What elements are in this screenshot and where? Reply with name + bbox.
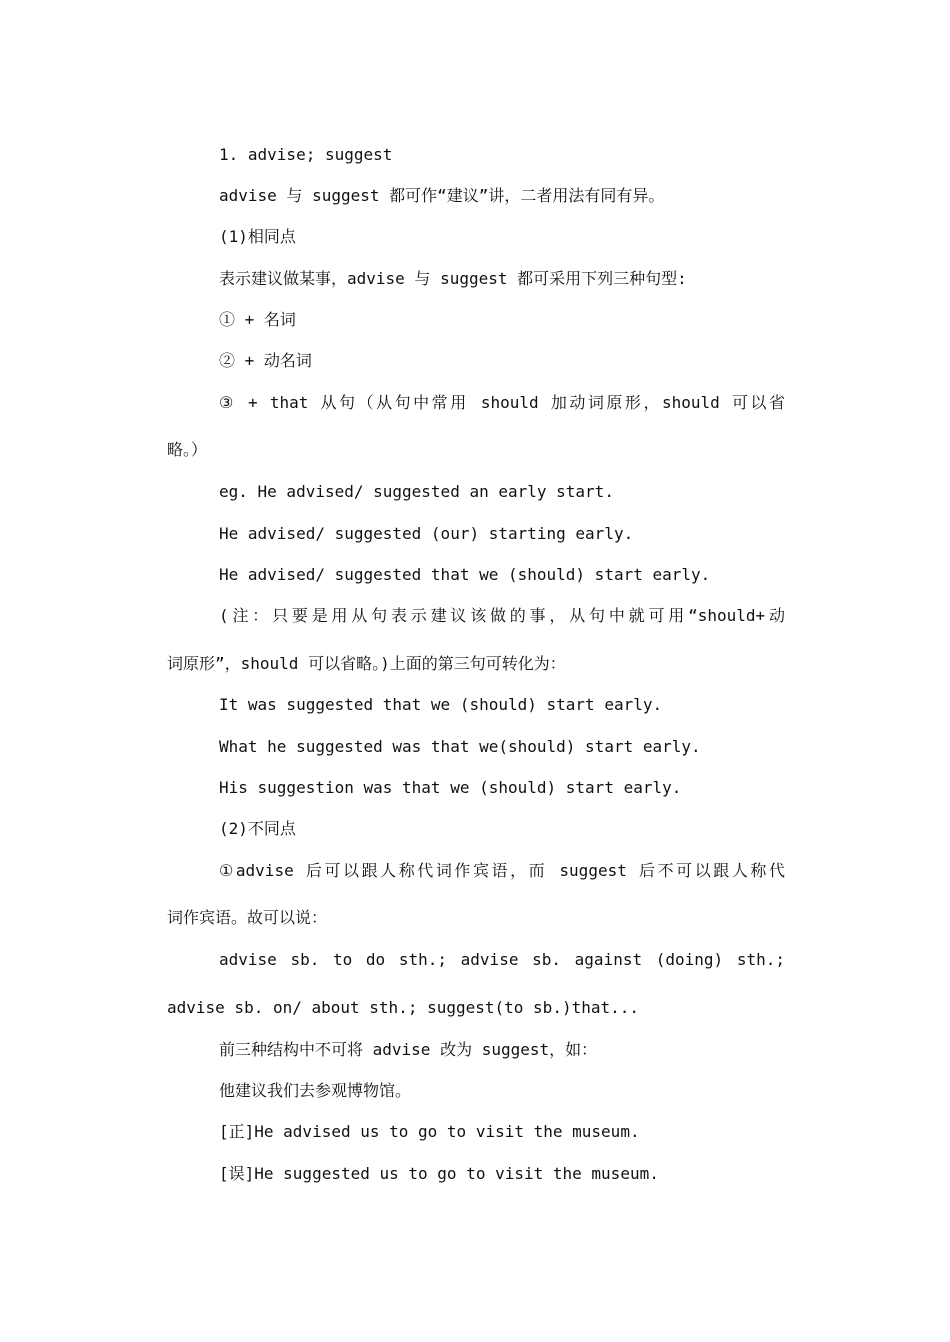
example-sentence: His suggestion was that we (should) start early. (219, 778, 682, 797)
example-sentence: He advised/ suggested that we (should) start early. (219, 565, 711, 584)
chinese-example: 他建议我们去参观博物馆。 (219, 1081, 412, 1100)
pattern-item-1: ① + 名词 (219, 310, 296, 329)
section-heading: 1. advise; suggest (219, 145, 393, 164)
paragraph-continuation: 词作宾语。故可以说： (167, 908, 328, 927)
subheading-differences: (2)不同点 (219, 819, 296, 838)
subheading-similarities: (1)相同点 (219, 227, 296, 246)
example-sentence: It was suggested that we (should) start early. (219, 695, 663, 714)
incorrect-example: [误]He suggested us to go to visit the museum. (219, 1164, 659, 1183)
paragraph-line: 表示建议做某事，advise 与 suggest 都可采用下列三种句型: (219, 269, 687, 288)
usage-patterns: advise sb. to do sth.; advise sb. against (doing) sth.; (219, 950, 785, 969)
example-sentence: He advised/ suggested (our) starting early. (219, 524, 634, 543)
difference-paragraph: ①advise 后可以跟人称代词作宾语，而 suggest 后不可以跟人称代 (219, 861, 785, 880)
correct-example: [正]He advised us to go to visit the museum. (219, 1122, 640, 1141)
paragraph-continuation: 略。） (167, 440, 208, 459)
note-paragraph: (注：只要是用从句表示建议该做的事，从句中就可用“should+动 (219, 606, 785, 625)
example-sentence: What he suggested was that we(should) start early. (219, 737, 701, 756)
paragraph-line: 前三种结构中不可将 advise 改为 suggest，如： (219, 1040, 598, 1059)
pattern-item-2: ② + 动名词 (219, 351, 312, 370)
paragraph-continuation: 词原形”，should 可以省略。)上面的第三句可转化为： (167, 654, 566, 673)
example-sentence: eg. He advised/ suggested an early start. (219, 482, 614, 501)
intro-paragraph: advise 与 suggest 都可作“建议”讲，二者用法有同有异。 (219, 186, 665, 205)
usage-patterns-continuation: advise sb. on/ about sth.; suggest(to sb.)that... (167, 998, 640, 1017)
pattern-item-3: ③ + that 从句（从句中常用 should 加动词原形，should 可以省 (219, 393, 785, 412)
